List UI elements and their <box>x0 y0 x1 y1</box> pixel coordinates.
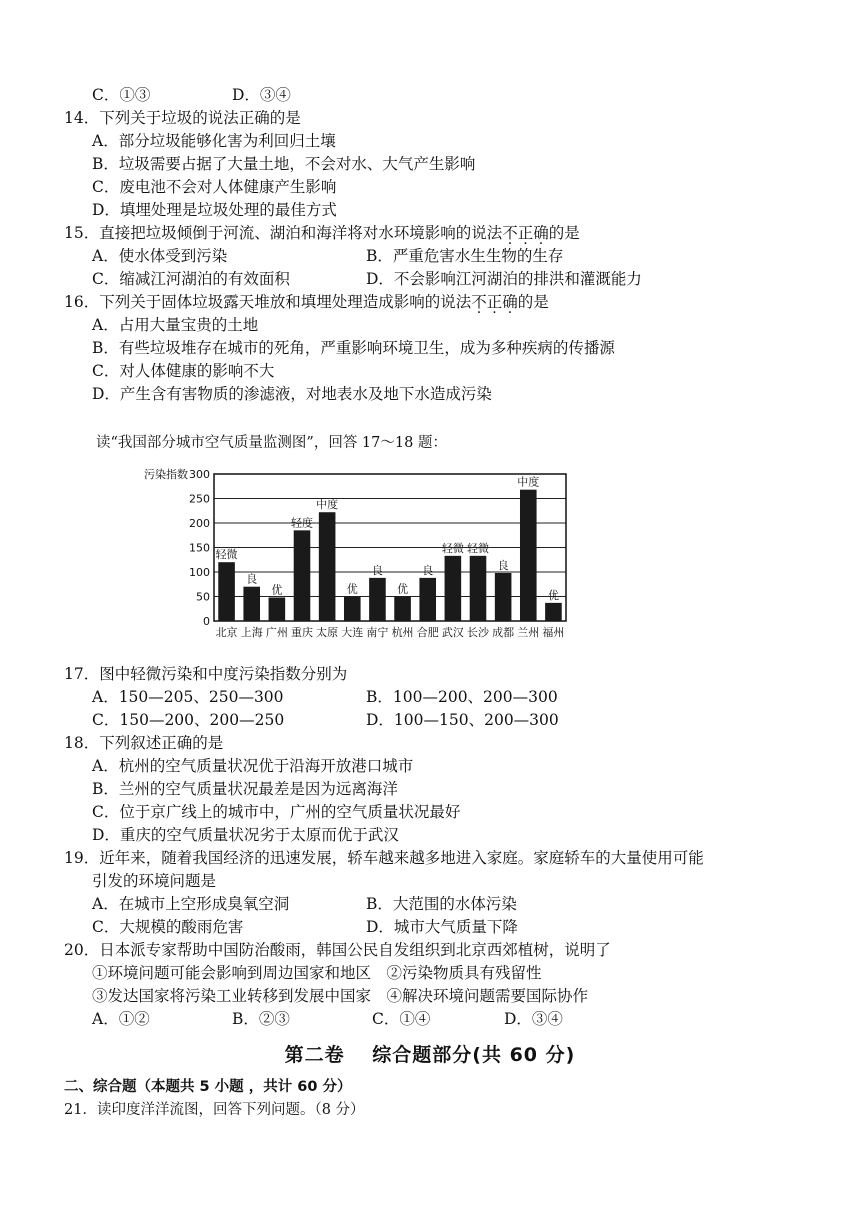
x-tick-label: 重庆 <box>291 626 313 639</box>
emphasis-char: 不 <box>502 224 518 242</box>
bar-label: 优 <box>547 588 559 602</box>
bar-杭州 <box>394 597 411 622</box>
q20-statements-2: ③发达国家将污染工业转移到发展中国家 ④解决环境问题需要国际协作 <box>92 987 589 1005</box>
bar-label: 良 <box>497 558 509 572</box>
emphasis-char: 确 <box>533 224 549 242</box>
bar-label: 良 <box>371 563 383 577</box>
chart-intro: 读“我国部分城市空气质量监测图”，回答 17～18 题： <box>96 435 447 451</box>
bar-北京 <box>218 562 235 621</box>
x-tick-label: 成都 <box>492 626 515 639</box>
bar-大连 <box>344 597 361 622</box>
x-tick-label: 合肥 <box>416 626 439 639</box>
bar-label: 中度 <box>316 498 339 512</box>
y-tick-label: 250 <box>189 492 210 506</box>
bar-label: 轻微 <box>441 541 464 555</box>
q16-option-b: B．有些垃圾堆存在城市的死角，严重影响环境卫生，成为多种疾病的传播源 <box>92 339 615 357</box>
emphasis-char: 正 <box>486 293 503 311</box>
q15-option-c: C．缩减江河湖泊的有效面积 <box>92 270 290 288</box>
q15-stem-end: 的是 <box>548 224 580 242</box>
bar-label: 中度 <box>517 475 540 489</box>
bar-label: 优 <box>397 582 409 596</box>
bar-label: 优 <box>346 582 358 596</box>
q15-option-b: B．严重危害水生生物的生存 <box>366 247 564 265</box>
emphasis-char: 不 <box>471 293 487 311</box>
bar-label: 轻度 <box>291 516 313 530</box>
question-16 <box>64 291 549 313</box>
q20-option-c: C．①④ <box>372 1010 431 1028</box>
q20-option-b: B．②③ <box>232 1010 290 1028</box>
q18-option-a: A．杭州的空气质量状况优于沿海开放港口城市 <box>92 757 414 775</box>
emphasis-char: 确 <box>502 293 518 311</box>
q16-option-a: A．占用大量宝贵的土地 <box>92 316 259 334</box>
x-tick-label: 太原 <box>316 626 339 639</box>
y-axis-label: 污染指数 <box>144 468 188 481</box>
y-tick-label: 0 <box>203 615 210 628</box>
question-21: 21．读印度洋洋流图，回答下列问题。（8 分） <box>64 1102 365 1118</box>
bar-广州 <box>269 597 286 621</box>
bar-上海 <box>243 587 260 621</box>
y-tick-label: 300 <box>189 468 210 481</box>
question-14: 14．下列关于垃圾的说法正确的是 <box>64 109 301 127</box>
q15-option-a: A．使水体受到污染 <box>92 247 228 265</box>
x-tick-label: 上海 <box>240 626 263 639</box>
bar-武汉 <box>445 556 462 621</box>
x-tick-label: 武汉 <box>441 626 464 639</box>
x-tick-label: 北京 <box>215 626 238 639</box>
question-17: 17．图中轻微污染和中度污染指数分别为 <box>64 665 348 683</box>
bar-南宁 <box>369 578 386 621</box>
q17-option-a: A．150—205、250—300 <box>92 688 284 706</box>
question-18: 18．下列叙述正确的是 <box>64 734 224 752</box>
x-tick-label: 南宁 <box>366 626 389 639</box>
q13-option-d: D．③④ <box>232 86 291 104</box>
q17-option-c: C．150—200、200—250 <box>92 711 285 729</box>
bar-label: 轻微 <box>215 548 238 562</box>
q16-stem-end: 的是 <box>517 293 549 311</box>
emphasis-char: 正 <box>517 224 534 242</box>
bar-重庆 <box>294 530 311 621</box>
bar-label: 优 <box>271 583 283 597</box>
y-tick-label: 50 <box>196 590 210 604</box>
bar-label: 良 <box>422 563 434 577</box>
q16-option-c: C．对人体健康的影响不大 <box>92 362 275 380</box>
q14-option-d: D．填埋处理是垃圾处理的最佳方式 <box>92 201 337 219</box>
x-tick-label: 福州 <box>542 626 565 639</box>
question-19-cont: 引发的环境问题是 <box>92 872 217 890</box>
q19-option-a: A．在城市上空形成臭氧空洞 <box>92 895 290 913</box>
q20-statements-1: ①环境问题可能会影响到周边国家和地区 ②污染物质具有残留性 <box>92 964 542 982</box>
y-tick-label: 150 <box>189 541 210 555</box>
question-15 <box>64 222 580 244</box>
q18-option-d: D．重庆的空气质量状况劣于太原而优于武汉 <box>92 826 399 844</box>
q20-option-d: D．③④ <box>504 1010 563 1028</box>
x-tick-label: 兰州 <box>517 626 540 639</box>
bar-太原 <box>319 512 336 621</box>
y-tick-label: 200 <box>189 517 210 530</box>
q15-option-d: D．不会影响江河湖泊的排洪和灌溉能力 <box>366 270 642 288</box>
bar-合肥 <box>419 578 436 621</box>
question-20: 20．日本派专家帮助中国防治酸雨，韩国公民自发组织到北京西郊植树，说明了 <box>64 941 611 959</box>
q14-option-c: C．废电池不会对人体健康产生影响 <box>92 178 337 196</box>
q17-option-d: D．100—150、200—300 <box>366 711 559 729</box>
q15-stem: 15．直接把垃圾倾倒于河流、湖泊和海洋将对水环境影响的说法 <box>64 224 503 242</box>
bar-成都 <box>495 573 512 621</box>
bar-label: 良 <box>246 572 258 586</box>
bar-福州 <box>545 603 562 621</box>
bar-长沙 <box>470 556 487 621</box>
q18-option-c: C．位于京广线上的城市中，广州的空气质量状况最好 <box>92 803 461 821</box>
q19-option-b: B．大范围的水体污染 <box>366 895 517 913</box>
x-tick-label: 大连 <box>341 626 364 639</box>
x-tick-label: 广州 <box>265 626 288 639</box>
q18-option-b: B．兰州的空气质量状况最差是因为远离海洋 <box>92 780 398 798</box>
q16-stem: 16．下列关于固体垃圾露天堆放和填埋处理造成影响的说法 <box>64 293 472 311</box>
q14-option-a: A．部分垃圾能够化害为利回归土壤 <box>92 132 336 150</box>
x-tick-label: 杭州 <box>391 626 414 639</box>
q19-option-d: D．城市大气质量下降 <box>366 918 518 936</box>
section-two-heading: 二、综合题（本题共 5 小题 ，共计 60 分） <box>64 1079 352 1095</box>
q16-option-d: D．产生含有害物质的渗滤液，对地表水及地下水造成污染 <box>92 385 492 403</box>
x-tick-label: 长沙 <box>467 626 489 639</box>
part-two-title: 第二卷 综合题部分(共 60 分) <box>284 1044 576 1066</box>
bar-label: 轻微 <box>467 541 489 555</box>
q14-option-b: B．垃圾需要占据了大量土地，不会对水、大气产生影响 <box>92 155 476 173</box>
q17-option-b: B．100—200、200—300 <box>366 688 558 706</box>
q13-option-c: C．①③ <box>92 86 151 104</box>
air-quality-bar-chart <box>144 458 574 640</box>
q19-option-c: C．大规模的酸雨危害 <box>92 918 244 936</box>
question-19: 19．近年来，随着我国经济的迅速发展，轿车越来越多地进入家庭。家庭轿车的大量使用可能 <box>64 849 704 867</box>
q20-option-a: A．①② <box>92 1010 150 1028</box>
y-tick-label: 100 <box>189 566 210 579</box>
bar-兰州 <box>520 490 537 621</box>
